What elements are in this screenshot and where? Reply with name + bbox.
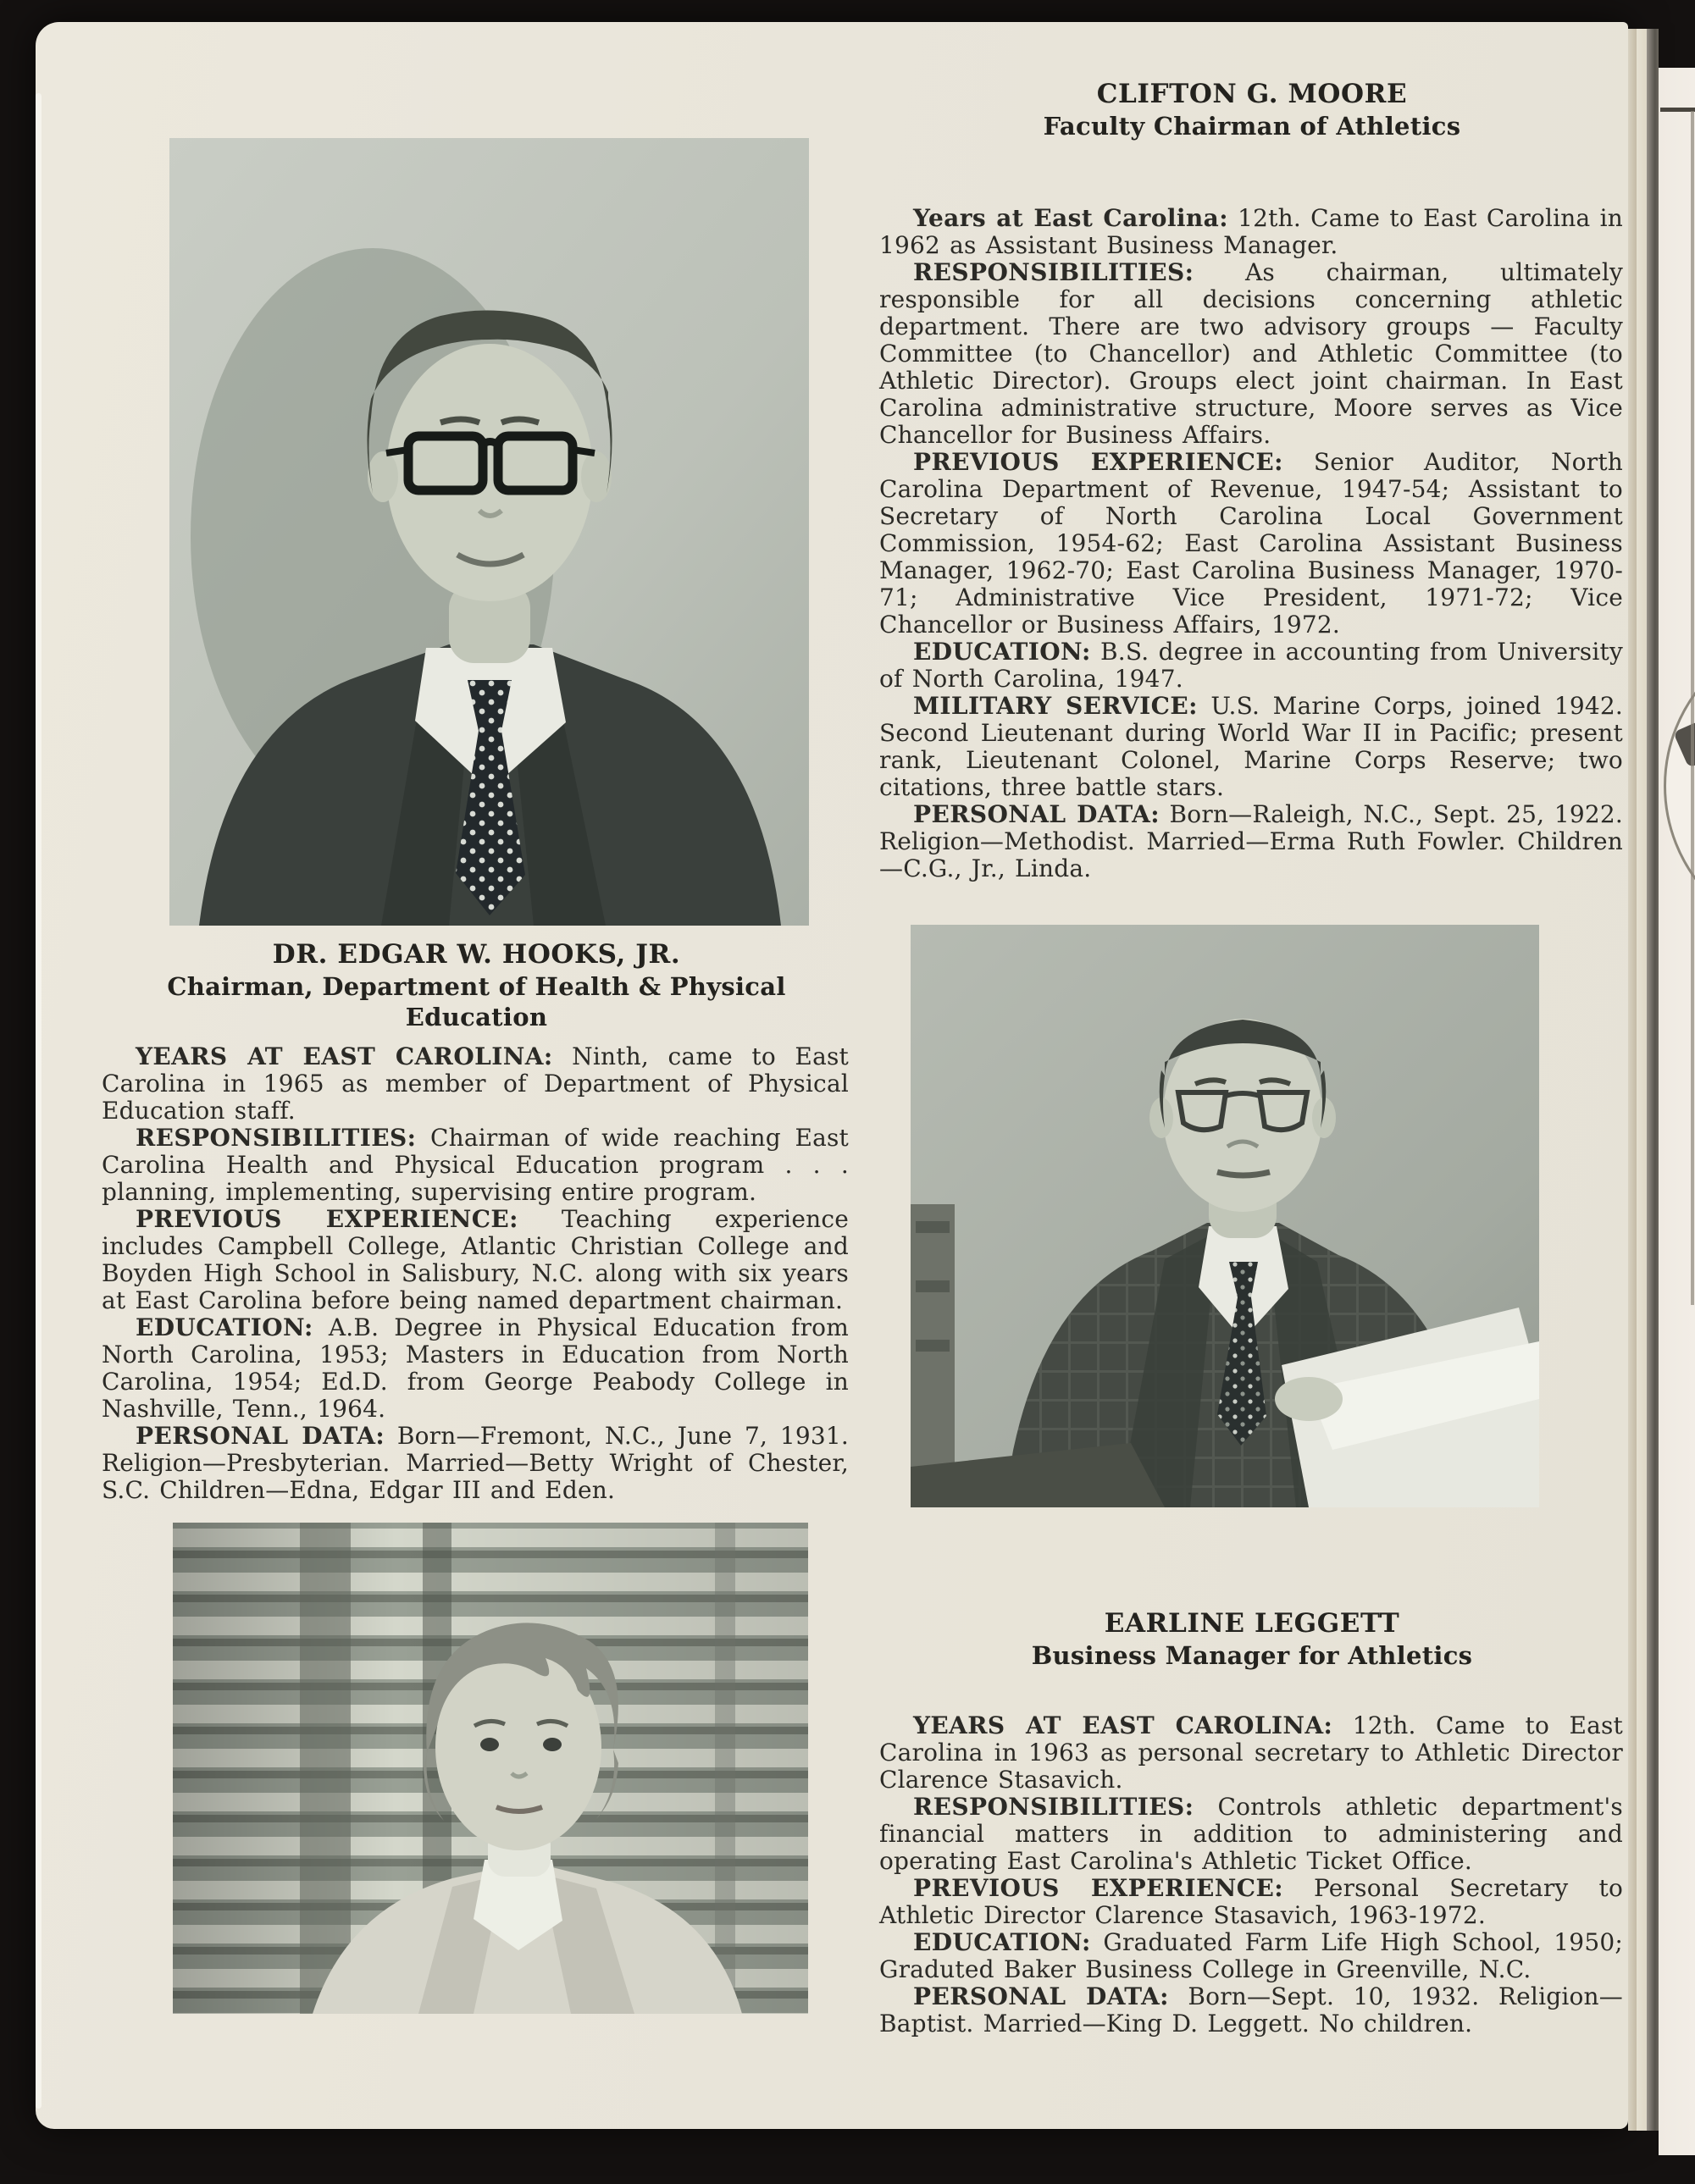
person-name-moore: CLIFTON G. MOORE <box>1096 79 1408 109</box>
page-edge-strip <box>1628 29 1637 2131</box>
bio-text: Graduated Farm Life High School, 1950; Graduted Baker Business College in Greenville, N.C. <box>879 1928 1623 1983</box>
bio-label: Years at East Carolina: <box>913 204 1228 232</box>
photo-clifton-moore-portrait <box>911 925 1539 1507</box>
bio-text: Senior Auditor, North Carolina Department of Revenue, 1947-54; Assistant to Secretary of North Carolina Local Government Commission, 1954-62; East Carolina Assistant Business Manager, 1962-70; East Carolina Business Manager, 1970-71; Administrative Vice President, 1971-72; Vice Chancellor or Business Affairs, 1972. <box>879 448 1624 639</box>
bio-label: PREVIOUS EXPERIENCE: <box>913 448 1283 476</box>
bio-paragraph <box>879 259 1623 449</box>
bio-text: U.S. Marine Corps, joined 1942. Second Lieutenant during World War II in Pacific; present rank, Lieutenant Colonel, Marine Corps Reserve; two citations, three battle stars. <box>879 692 1623 801</box>
bio-label: YEARS AT EAST CAROLINA: <box>136 1042 553 1070</box>
bio-label: RESPONSIBILITIES: <box>913 258 1194 286</box>
photo-earline-leggett-portrait <box>173 1523 808 2014</box>
bio-text: Born—Raleigh, N.C., Sept. 25, 1922. Religion—Methodist. Married—Erma Ruth Fowler. Children—C.G., Jr., Linda. <box>879 800 1623 882</box>
next-page-border-line <box>1660 108 1695 112</box>
bio-label: YEARS AT EAST CAROLINA: <box>913 1711 1333 1739</box>
bio-label: RESPONSIBILITIES: <box>913 1793 1194 1821</box>
page-edge-strip <box>1637 29 1647 2131</box>
bio-text: B.S. degree in accounting from University of North Carolina, 1947. <box>879 638 1623 693</box>
bio-text: Teaching experience includes Campbell College, Atlantic Christian College and Boyden High School in Salisbury, N.C. along with six years at East Carolina before being named department chairman. <box>102 1205 849 1314</box>
bio-text: Personal Secretary to Athletic Director Clarence Stasavich, 1963-1972. <box>879 1874 1624 1929</box>
bio-label: PREVIOUS EXPERIENCE: <box>136 1205 518 1233</box>
bio-paragraph <box>879 1712 1623 1794</box>
bio-text: A.B. Degree in Physical Education from North Carolina, 1953; Masters in Education from North Carolina, 1954; Ed.D. from George Peabody College in Nashville, Tenn., 1964. <box>102 1313 849 1423</box>
next-page-border-line-vertical <box>1691 111 1694 1305</box>
bio-text: Ninth, came to East Carolina in 1965 as member of Department of Physical Education staff. <box>102 1042 849 1125</box>
person-title-leggett: Business Manager for Athletics <box>1031 1641 1473 1670</box>
person-name-leggett: EARLINE LEGGETT <box>1104 1608 1400 1639</box>
bio-paragraph <box>879 1794 1623 1875</box>
bio-paragraph <box>102 1423 849 1504</box>
bio-paragraph <box>879 639 1623 693</box>
bio-paragraph <box>879 1983 1623 2037</box>
bio-text: Chairman of wide reaching East Carolina Health and Physical Education program . . . planning, implementing, supervising entire program. <box>102 1124 849 1206</box>
page-gutter-shadow <box>1647 29 1659 2131</box>
bio-paragraph <box>879 449 1623 639</box>
bio-paragraph <box>879 1875 1623 1929</box>
paper-edge-highlight <box>36 93 42 2109</box>
bio-paragraph <box>102 1043 849 1125</box>
bio-paragraph <box>102 1206 849 1314</box>
photo-edgar-hooks-portrait <box>169 138 809 926</box>
bio-label: PERSONAL DATA: <box>913 1982 1169 2010</box>
bio-paragraph <box>879 693 1623 801</box>
bio-label: PERSONAL DATA: <box>136 1422 385 1450</box>
bio-text: 12th. Came to East Carolina in 1962 as Assistant Business Manager. <box>879 204 1623 259</box>
bio-label: PREVIOUS EXPERIENCE: <box>913 1874 1283 1902</box>
bio-text: Born—Sept. 10, 1932. Religion—Baptist. Married—King D. Leggett. No children. <box>879 1982 1623 2037</box>
bio-text: 12th. Came to East Carolina in 1963 as personal secretary to Athletic Director Clarence Stasavich. <box>879 1711 1623 1794</box>
person-name-hooks: DR. EDGAR W. HOOKS, JR. <box>272 939 681 970</box>
bio-label: PERSONAL DATA: <box>913 800 1160 828</box>
person-title-hooks: Chairman, Department of Health & Physical Education <box>167 972 786 1031</box>
bio-moore <box>879 205 1623 882</box>
bio-label: RESPONSIBILITIES: <box>136 1124 417 1152</box>
bio-paragraph <box>102 1314 849 1423</box>
bio-leggett <box>879 1712 1623 2037</box>
bio-label: EDUCATION: <box>136 1313 313 1341</box>
bio-label: EDUCATION: <box>913 638 1091 666</box>
bio-text: Controls athletic department's financial matters in addition to administering and operating East Carolina's Athletic Ticket Office. <box>879 1793 1623 1875</box>
bio-paragraph <box>879 801 1623 882</box>
bio-text: Born—Fremont, N.C., June 7, 1931. Religion—Presbyterian. Married—Betty Wright of Chester, S.C. Children—Edna, Edgar III and Eden. <box>102 1422 849 1504</box>
bio-label: MILITARY SERVICE: <box>913 692 1198 720</box>
bio-paragraph <box>879 1929 1623 1983</box>
bio-text: As chairman, ultimately responsible for all decisions concerning athletic department. There are two advisory groups — Faculty Committee (to Chancellor) and Athletic Committee (to Athletic Director). Groups elect joint chairman. In East Carolina administrative structure, Moore serves as Vice Chancellor for Business Affairs. <box>879 258 1623 449</box>
person-title-moore: Faculty Chairman of Athletics <box>1043 112 1461 141</box>
bio-paragraph <box>879 205 1623 259</box>
bio-label: EDUCATION: <box>913 1928 1091 1956</box>
bio-hooks <box>102 1043 849 1504</box>
next-page-sliver <box>1659 68 1695 2155</box>
bio-paragraph <box>102 1125 849 1206</box>
